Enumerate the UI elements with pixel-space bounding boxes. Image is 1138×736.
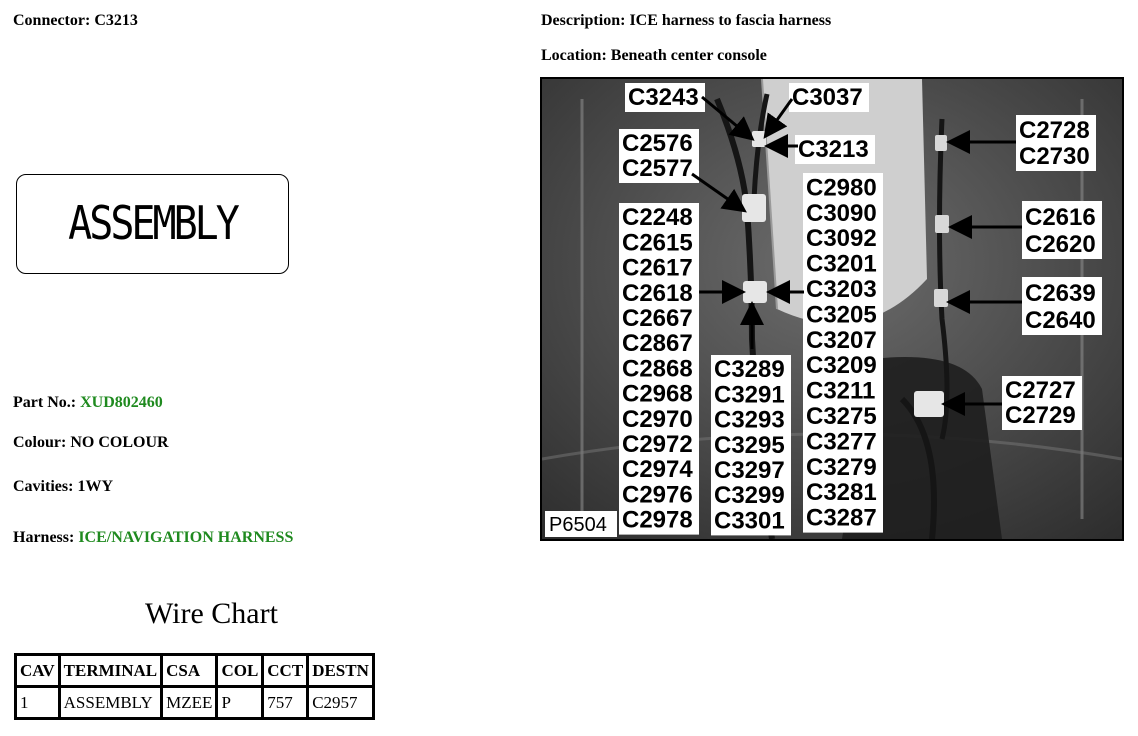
connector-label-c2976: C2976 (622, 481, 693, 509)
connector-label-c3201: C3201 (806, 250, 877, 278)
wire-chart-header-col: COL (217, 655, 263, 687)
table-cell-cct: 757 (263, 687, 308, 719)
location-value: Beneath center console (610, 47, 767, 64)
wire-chart-header-csa: CSA (162, 655, 217, 687)
connector-label-c3279: C3279 (806, 453, 877, 481)
wire-chart-header-cct: CCT (263, 655, 308, 687)
connector-label-c2868: C2868 (622, 355, 693, 383)
connector-label-c3205: C3205 (806, 301, 877, 329)
wire-chart-header-row (16, 655, 374, 687)
connector-label-c3291: C3291 (714, 381, 785, 409)
connector-label-c2867: C2867 (622, 330, 693, 358)
connector-c2576 (742, 194, 766, 222)
connector-label-c2639: C2639 (1025, 280, 1096, 307)
description-label: Description: (541, 12, 626, 29)
description-row (541, 13, 831, 29)
connector-label-c2728: C2728 (1019, 117, 1090, 144)
connector-label-c3211: C3211 (806, 377, 876, 405)
figure-id: P6504 (549, 514, 607, 536)
connector-label-c2730: C2730 (1019, 143, 1090, 170)
table-cell-col: P (217, 687, 263, 719)
connector-label-c3092: C3092 (806, 225, 877, 253)
part-number-label: Part No.: (13, 394, 77, 411)
cavities-row (13, 479, 113, 495)
colour-value: NO COLOUR (70, 434, 169, 451)
connector-label-c2616: C2616 (1025, 204, 1096, 231)
part-number-row (13, 395, 163, 411)
photo-illustration (542, 79, 1122, 539)
connector-label-c2980: C2980 (806, 174, 877, 202)
table-cell-csa: MZEE (162, 687, 217, 719)
connector-label-c3289: C3289 (714, 356, 785, 384)
connector-label-c2577: C2577 (622, 155, 693, 182)
colour-row (13, 435, 169, 451)
connector-label-c2972: C2972 (622, 431, 693, 458)
connector-label-c2974: C2974 (622, 456, 693, 484)
harness-label: Harness: (13, 529, 75, 546)
wire-chart-title: Wire Chart (145, 597, 278, 630)
connector-location-photo (540, 77, 1124, 541)
connector-label-c2978: C2978 (622, 506, 693, 534)
colour-label: Colour: (13, 434, 67, 451)
connector-label-c3281: C3281 (806, 479, 877, 507)
connector-label-c3207: C3207 (806, 326, 877, 354)
connector-label-c3090: C3090 (806, 199, 877, 227)
table-row (16, 687, 374, 719)
connector-label-c2248: C2248 (622, 204, 693, 232)
location-label: Location: (541, 47, 607, 64)
connector-label-c2620: C2620 (1025, 231, 1096, 258)
connector-label-c3203: C3203 (806, 276, 877, 303)
wire-chart-header-terminal: TERMINAL (59, 655, 162, 687)
connector-label-c3293: C3293 (714, 406, 785, 434)
connector-label-c2617: C2617 (622, 254, 693, 282)
table-cell-cav: 1 (16, 687, 60, 719)
connector-label-c3037: C3037 (792, 84, 863, 111)
wire-chart-header-destn: DESTN (308, 655, 374, 687)
assembly-label: ASSEMBLY (68, 197, 237, 251)
table-cell-destn: C2957 (308, 687, 374, 719)
wire-chart-body (16, 687, 374, 719)
connector-label-c2970: C2970 (622, 405, 693, 433)
connector-label-c3297: C3297 (714, 457, 785, 484)
description-value: ICE harness to fascia harness (629, 12, 832, 29)
harness-row (13, 530, 293, 546)
connector-label-c3213: C3213 (798, 136, 869, 163)
connector-label-c2640: C2640 (1025, 307, 1096, 334)
cavities-value: 1WY (77, 478, 113, 495)
connector-label-c2576: C2576 (622, 130, 693, 157)
wire-chart-header-cav: CAV (16, 655, 60, 687)
wire-chart-table (14, 653, 375, 720)
connector-label-c3243: C3243 (628, 84, 699, 111)
connector-label: Connector: (13, 12, 91, 29)
connector-c2618 (743, 281, 767, 303)
connector-label-c3301: C3301 (714, 507, 785, 535)
connector-value: C3213 (94, 12, 138, 29)
connector-c3213 (752, 131, 766, 147)
connector-label-c2615: C2615 (622, 229, 693, 257)
table-cell-terminal: ASSEMBLY (59, 687, 162, 719)
connector-label-c2968: C2968 (622, 380, 693, 408)
connector-label-c3277: C3277 (806, 428, 877, 456)
assembly-image-box (16, 174, 289, 274)
cavities-label: Cavities: (13, 478, 74, 495)
connector-label-c2618: C2618 (622, 279, 693, 307)
connector-label-c2727: C2727 (1005, 377, 1076, 404)
connector-label-c3295: C3295 (714, 431, 785, 459)
connector-label-c3299: C3299 (714, 482, 785, 510)
connector-label-c2667: C2667 (622, 305, 693, 332)
connector-row (13, 13, 138, 29)
connector-label-c3275: C3275 (806, 403, 877, 430)
location-row (541, 48, 767, 64)
connector-label-c3209: C3209 (806, 352, 877, 380)
connector-label-c3287: C3287 (806, 504, 877, 532)
harness-link[interactable]: ICE/NAVIGATION HARNESS (78, 529, 294, 546)
connector-label-c2729: C2729 (1005, 402, 1076, 429)
part-number-link[interactable]: XUD802460 (80, 394, 163, 411)
